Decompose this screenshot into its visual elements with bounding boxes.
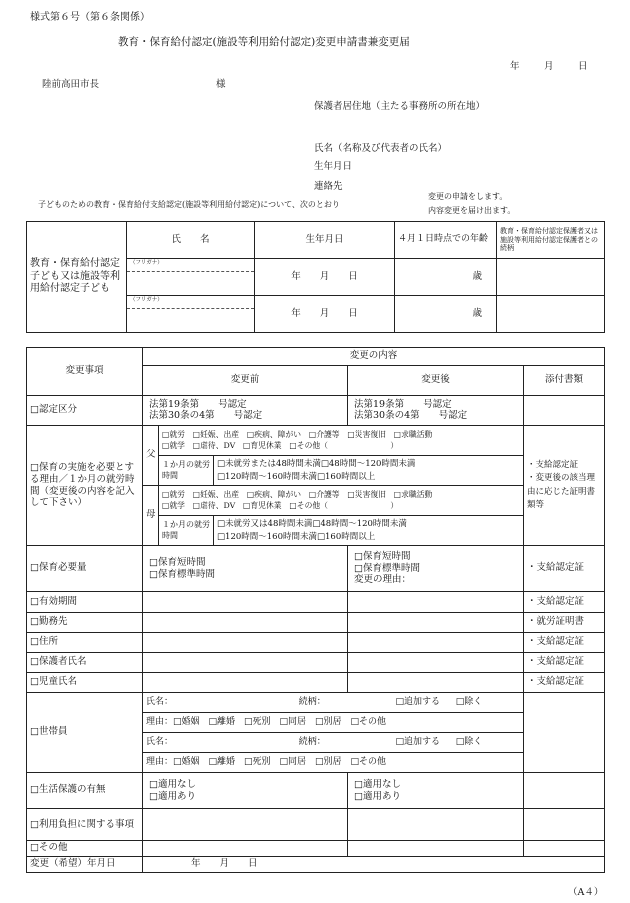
reason-father-hours-label: １か月の就労時間 [159, 456, 214, 486]
child2-birth[interactable]: 年 月 日 [255, 296, 395, 333]
guardian-contact-label: 連絡先 [314, 181, 343, 192]
date-month: 月 [544, 61, 554, 72]
row-workplace-after[interactable] [348, 613, 524, 633]
child1-birth[interactable]: 年 月 日 [255, 259, 395, 296]
nintei-label[interactable]: □認定区分 [27, 396, 143, 426]
child-col-age: ４月１日時点での年齢 [395, 222, 497, 259]
form-number: 様式第６号（第６条関係） [30, 12, 150, 23]
child-col-relation: 教育・保育給付認定保護者又は施設等利用給付認定保護者との続柄 [497, 222, 605, 259]
reason-attach-2: ・変更後の該当理由に応じた証明書類等 [527, 473, 596, 510]
nintei-before-30[interactable]: 法第30条の4第 号認定 [149, 409, 263, 421]
other-attach [524, 841, 605, 857]
nintei-attach [524, 396, 605, 426]
setai2-remove[interactable]: □除く [455, 736, 483, 747]
reason-mother: 母 [143, 486, 159, 546]
seikatsu-before-none[interactable]: □適用なし [149, 778, 196, 790]
date-day: 日 [578, 61, 588, 72]
col-after: 変更後 [348, 366, 524, 396]
setai1-relation[interactable]: 続柄： [298, 696, 326, 707]
riyou-attach [524, 809, 605, 841]
paper-size: （A４） [568, 887, 604, 898]
setai1-remove[interactable]: □除く [455, 696, 483, 707]
reason-mother-hours1[interactable]: □未就労又は48時間未満□48時間〜120時間未満 [217, 519, 407, 530]
hoiku-label[interactable]: □保育必要量 [27, 546, 143, 592]
intro-option-apply: 変更の申請をします。 [428, 192, 508, 201]
form-title: 教育・保育給付認定(施設等利用給付認定)変更申請書兼変更届 [118, 36, 410, 48]
row-address-after[interactable] [348, 633, 524, 653]
guardian-birth-label: 生年月日 [314, 161, 353, 172]
reason-father-hours1[interactable]: □未就労または48時間未満□48時間〜120時間未満 [217, 459, 416, 470]
hoiku-attach: ・支給認定証 [524, 546, 605, 592]
col-change-item: 変更事項 [27, 348, 143, 396]
col-change-content: 変更の内容 [143, 348, 605, 366]
setai2-name[interactable]: 氏名： [146, 736, 174, 747]
other-after[interactable] [348, 841, 524, 857]
row-workplace-before[interactable] [143, 613, 348, 633]
child1-age[interactable]: 歳 [395, 259, 497, 296]
child-col-name: 氏 名 [127, 222, 255, 259]
hoiku-before-standard[interactable]: □保育標準時間 [149, 568, 215, 580]
hoiku-after-short[interactable]: □保育短時間 [354, 550, 411, 562]
setai2-relation[interactable]: 続柄： [298, 736, 326, 747]
nintei-after-30[interactable]: 法第30条の4第 号認定 [354, 409, 468, 421]
change-date-value[interactable]: 年 月 日 [143, 857, 605, 873]
row-validity-label[interactable]: □有効期間 [27, 592, 143, 613]
nintei-before-19[interactable]: 法第19条第 号認定 [149, 399, 247, 411]
row-address-attach: ・支給認定証 [524, 633, 605, 653]
guardian-name-label: 氏名（名称及び代表者の氏名） [314, 143, 448, 154]
setai2-reason[interactable]: 理由：□婚姻 □離婚 □死別 □同居 □別居 □その他 [143, 753, 524, 773]
row-validity-after[interactable] [348, 592, 524, 613]
addressee: 陸前高田市長 [42, 79, 100, 90]
row-guardian-name-attach: ・支給認定証 [524, 653, 605, 673]
hoiku-after-standard[interactable]: □保育標準時間 [354, 562, 420, 574]
change-table [26, 347, 605, 873]
child1-relation[interactable] [497, 259, 605, 296]
child2-name[interactable] [127, 309, 255, 333]
reason-father: 父 [143, 426, 159, 486]
setai1-name[interactable]: 氏名： [146, 696, 174, 707]
row-child-name-label[interactable]: □児童氏名 [27, 673, 143, 693]
row-validity-before[interactable] [143, 592, 348, 613]
child2-age[interactable]: 歳 [395, 296, 497, 333]
reason-father-hours2[interactable]: □120時間〜160時間未満□160時間以上 [217, 471, 376, 482]
setai1-reason[interactable]: 理由：□婚姻 □離婚 □死別 □同居 □別居 □その他 [143, 713, 524, 733]
guardian-address-label: 保護者居住地（主たる事務所の所在地） [314, 101, 486, 112]
setai-label[interactable]: □世帯員 [27, 693, 143, 773]
row-child-name-after[interactable] [348, 673, 524, 693]
row-guardian-name-label[interactable]: □保護者氏名 [27, 653, 143, 673]
reason-mother-hours2[interactable]: □120時間〜160時間未満□160時間以上 [217, 531, 376, 542]
child1-furigana[interactable]: （フリガナ） [127, 259, 255, 272]
child-col-birth: 生年月日 [255, 222, 395, 259]
row-guardian-name-after[interactable] [348, 653, 524, 673]
row-validity-attach: ・支給認定証 [524, 592, 605, 613]
row-workplace-attach: ・就労証明書 [524, 613, 605, 633]
hoiku-before-short[interactable]: □保育短時間 [149, 556, 206, 568]
row-child-name-attach: ・支給認定証 [524, 673, 605, 693]
reason-mother-hours-label: １か月の就労時間 [159, 516, 214, 546]
reason-mother-options2[interactable]: □就学 □虐待、DV □育児休業 □その他（ ） [162, 500, 399, 510]
row-guardian-name-before[interactable] [143, 653, 348, 673]
child-row-header: 教育・保育給付認定子ども又は施設等利用給付認定子ども [27, 222, 127, 333]
col-before: 変更前 [143, 366, 348, 396]
child2-furigana[interactable]: （フリガナ） [127, 296, 255, 309]
row-address-before[interactable] [143, 633, 348, 653]
seikatsu-before-yes[interactable]: □適用あり [149, 790, 196, 802]
reason-attach-1: ・支給認定証 [527, 460, 579, 471]
row-address-label[interactable]: □住所 [27, 633, 143, 653]
setai-attach [524, 693, 605, 773]
reason-father-options2[interactable]: □就学 □虐待、DV □育児休業 □その他（ ） [162, 440, 399, 450]
seikatsu-label[interactable]: □生活保護の有無 [27, 773, 143, 809]
riyou-label[interactable]: □利用負担に関する事項 [27, 809, 143, 841]
nintei-after-19[interactable]: 法第19条第 号認定 [354, 399, 452, 411]
change-date-label: 変更（希望）年月日 [27, 857, 143, 873]
seikatsu-attach [524, 773, 605, 809]
seikatsu-after-none[interactable]: □適用なし [354, 778, 401, 790]
row-child-name-before[interactable] [143, 673, 348, 693]
other-before[interactable] [143, 841, 348, 857]
riyou-before[interactable] [143, 809, 348, 841]
intro-option-notify: 内容変更を届け出ます。 [428, 206, 516, 215]
child-table [26, 221, 605, 333]
seikatsu-after-yes[interactable]: □適用あり [354, 790, 401, 802]
hoiku-after-reason[interactable]: 変更の理由： [354, 574, 412, 586]
setai2-add[interactable]: □追加する [395, 736, 441, 747]
reason-father-options1[interactable]: □就労 □妊娠、出産 □疾病、障がい □介護等 □災害復旧 □求職活動 [162, 429, 433, 439]
col-attachments: 添付書類 [524, 366, 605, 396]
date-year: 年 [510, 61, 520, 72]
row-workplace-label[interactable]: □勤務先 [27, 613, 143, 633]
child1-name[interactable] [127, 272, 255, 296]
other-label[interactable]: □その他 [27, 841, 143, 857]
child2-relation[interactable] [497, 296, 605, 333]
addressee-sama: 様 [216, 79, 226, 90]
riyou-after[interactable] [348, 809, 524, 841]
intro-text: 子どものための教育・保育給付支給認定(施設等利用給付認定)について、次のとおり [38, 200, 340, 209]
setai1-add[interactable]: □追加する [395, 696, 441, 707]
reason-mother-options1[interactable]: □就労 □妊娠、出産 □疾病、障がい □介護等 □災害復旧 □求職活動 [162, 489, 433, 499]
reason-label[interactable]: □保育の実施を必要とする理由／１か月の就労時間（変更後の内容を記入して下さい） [27, 426, 143, 546]
